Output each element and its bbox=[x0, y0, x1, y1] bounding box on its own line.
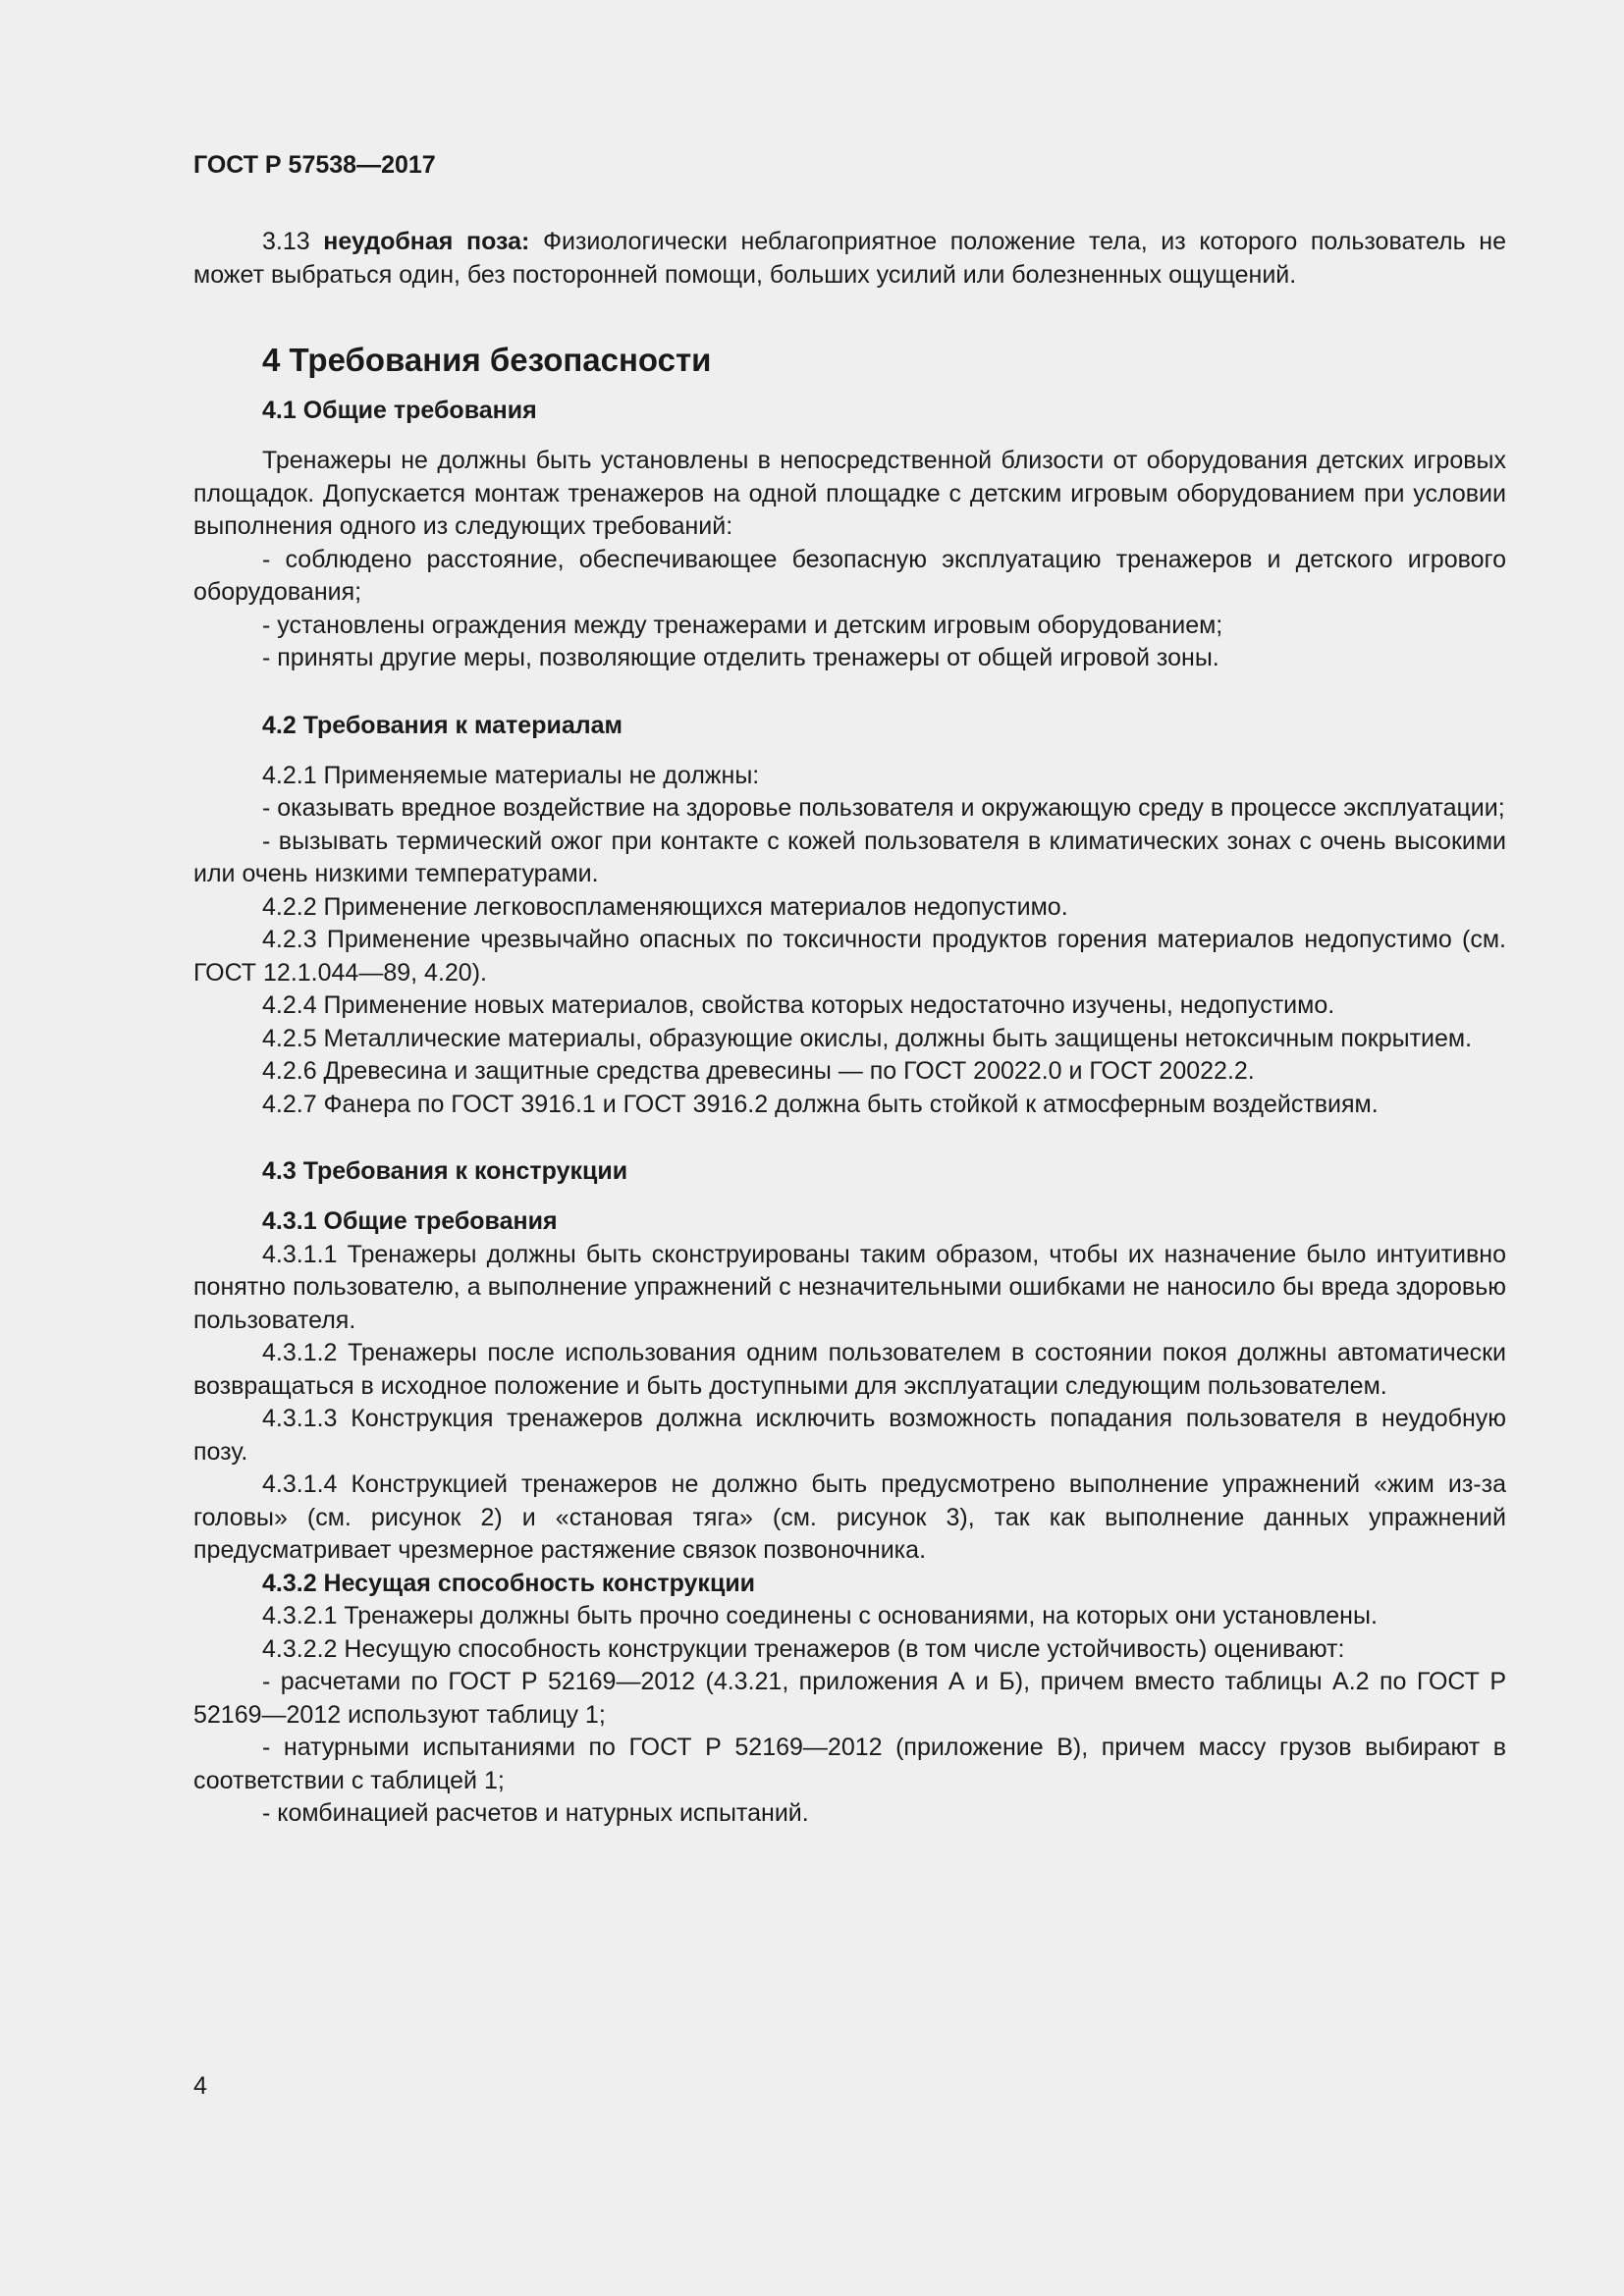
document-page bbox=[193, 147, 1506, 1831]
paragraph: 4.3.2.2 Несущую способность конструкции тренажеров (в том числе устойчивость) оценивают: bbox=[262, 1634, 1345, 1663]
paragraph: 4.2.3 Применение чрезвычайно опасных по токсичности продуктов горения материалов недопустимо (см. ГОСТ 12.1.044—89, 4.20). bbox=[193, 926, 1506, 987]
section-4-3-1-title: 4.3.1 Общие требования bbox=[262, 1207, 558, 1235]
list-item: - установлены ограждения между тренажерами и детским игровым оборудованием; bbox=[262, 611, 1223, 639]
section-4-1-title: 4.1 Общие требования bbox=[262, 397, 537, 424]
paragraph: 4.2.6 Древесина и защитные средства древесины — по ГОСТ 20022.0 и ГОСТ 20022.2. bbox=[262, 1057, 1255, 1085]
paragraph: 4.2.4 Применение новых материалов, свойства которых недостаточно изучены, недопустимо. bbox=[262, 991, 1335, 1019]
definition-number: 3.13 bbox=[262, 228, 324, 255]
paragraph: 4.3.1.1 Тренажеры должны быть сконструированы таким образом, чтобы их назначение было интуитивно понятно пользователю, а выполнение упражнений с незначительными ошибками не наносило бы вреда здоровью пользователя. bbox=[193, 1240, 1506, 1334]
paragraph: 4.2.1 Применяемые материалы не должны: bbox=[262, 761, 760, 789]
paragraph: 4.2.5 Металлические материалы, образующие окислы, должны быть защищены нетоксичным покрытием. bbox=[262, 1024, 1473, 1052]
list-item: - вызывать термический ожог при контакте с кожей пользователя в климатических зонах с очень высокими или очень низкими температурами. bbox=[193, 827, 1506, 887]
paragraph: 4.3.1.3 Конструкция тренажеров должна исключить возможность попадания пользователя в неудобную позу. bbox=[193, 1405, 1506, 1466]
section-4-3-2-title: 4.3.2 Несущая способность конструкции bbox=[262, 1569, 756, 1597]
paragraph: 4.3.1.4 Конструкцией тренажеров не должно быть предусмотрено выполнение упражнений «жим из-за головы» (см. рисунок 2) и «становая тяга» (см. рисунок 3), так как выполнение данных упражнений предусматривает чрезмерное растяжение связок позвоночника. bbox=[193, 1470, 1506, 1564]
section-4-3-title: 4.3 Требования к конструкции bbox=[262, 1157, 628, 1185]
paragraph: Тренажеры не должны быть установлены в непосредственной близости от оборудования детских игровых площадок. Допускается монтаж тренажеров на одной площадке с детским игровым оборудованием при условии выполнения одного из следующих требований: bbox=[193, 447, 1506, 540]
definition-text: Физиологически неблагоприятное положение тела, из которого пользователь не может выбраться один, без посторонней помощи, больших усилий или болезненных ощущений. bbox=[193, 228, 1506, 289]
page-number: 4 bbox=[193, 2072, 207, 2100]
paragraph: 4.2.7 Фанера по ГОСТ 3916.1 и ГОСТ 3916.2 должна быть стойкой к атмосферным воздействиям. bbox=[262, 1090, 1379, 1118]
definition-term: неудобная поза: bbox=[323, 228, 530, 255]
list-item: - натурными испытаниями по ГОСТ Р 52169—2012 (приложение В), причем массу грузов выбирают в соответствии с таблицей 1; bbox=[193, 1734, 1506, 1794]
paragraph: 4.3.2.1 Тренажеры должны быть прочно соединены с основаниями, на которых они установлены. bbox=[262, 1602, 1378, 1629]
document-code: ГОСТ Р 57538—2017 bbox=[193, 151, 436, 179]
definition-3-13 bbox=[193, 226, 1506, 292]
list-item: - оказывать вредное воздействие на здоровье пользователя и окружающую среду в процессе эксплуатации; bbox=[262, 794, 1505, 822]
list-item: - расчетами по ГОСТ Р 52169—2012 (4.3.21, приложения А и Б), причем вместо таблицы А.2 по ГОСТ Р 52169—2012 используют таблицу 1; bbox=[193, 1668, 1506, 1729]
section-4-2-title: 4.2 Требования к материалам bbox=[262, 711, 623, 739]
paragraph: 4.2.2 Применение легковоспламеняющихся материалов недопустимо. bbox=[262, 892, 1068, 921]
section-4-title: 4 Требования безопасности bbox=[262, 342, 712, 378]
list-item: - приняты другие меры, позволяющие отделить тренажеры от общей игровой зоны. bbox=[262, 644, 1219, 671]
list-item: - комбинацией расчетов и натурных испытаний. bbox=[262, 1799, 809, 1827]
list-item: - соблюдено расстояние, обеспечивающее безопасную эксплуатацию тренажеров и детского игрового оборудования; bbox=[193, 545, 1506, 606]
paragraph: 4.3.1.2 Тренажеры после использования одним пользователем в состоянии покоя должны автоматически возвращаться в исходное положение и быть доступными для эксплуатации следующим пользователем. bbox=[193, 1339, 1506, 1400]
